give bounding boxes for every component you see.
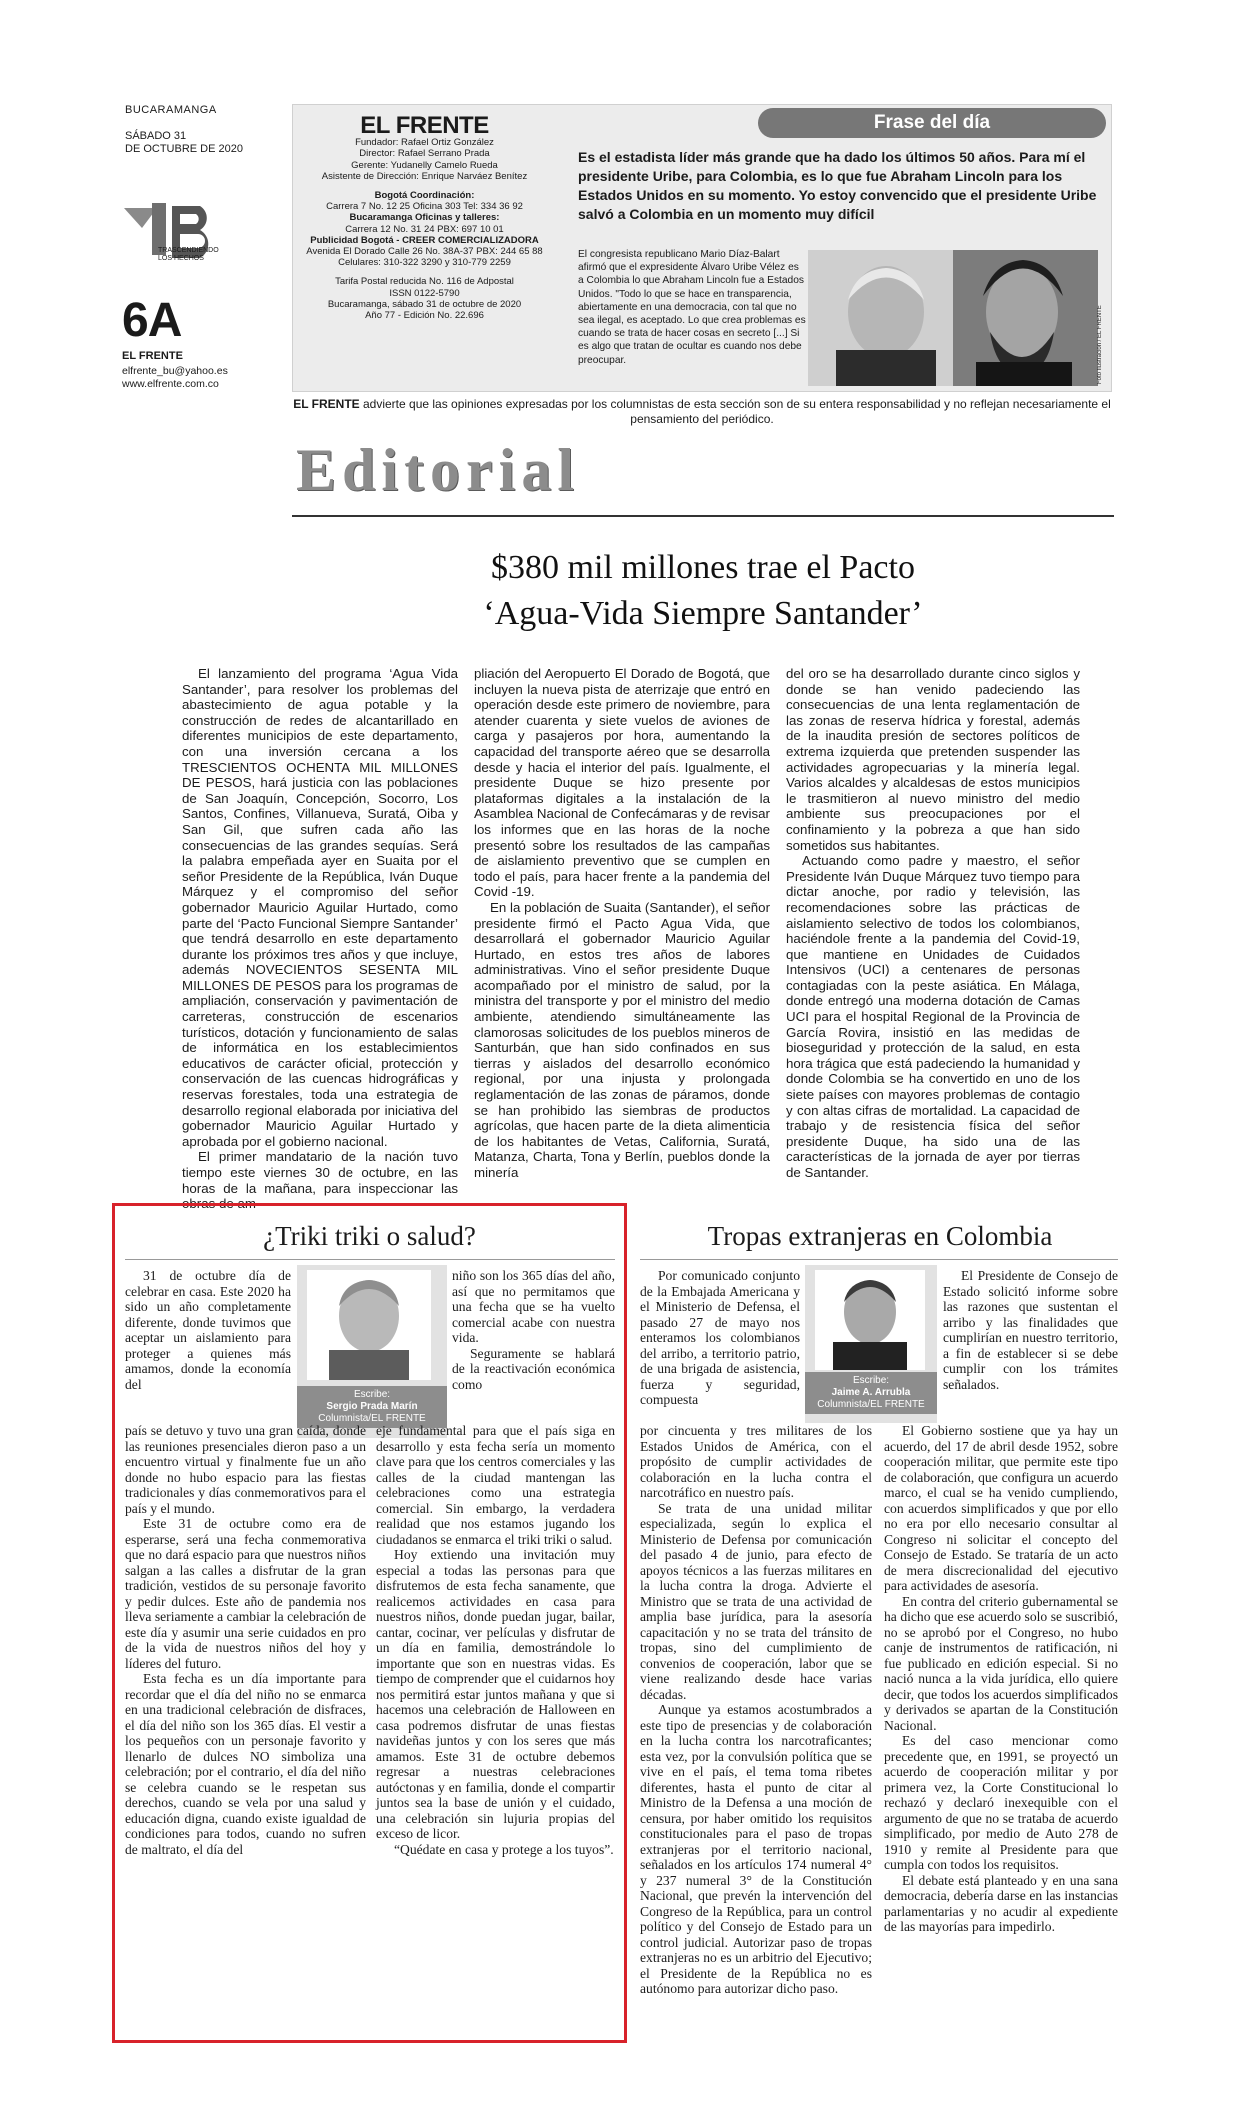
credit-line: Celulares: 310-322 3290 y 310-779 2259 — [338, 257, 511, 269]
headline-line-1: $380 mil millones trae el Pacto — [491, 549, 915, 586]
photo-credit: Foto Ilustración / EL FRENTE — [1097, 305, 1103, 384]
uribe-lincoln-photo — [808, 250, 1098, 386]
column-1-text-top-left — [125, 1268, 291, 1392]
credit-line: Avenida El Dorado Calle 26 No. 38A-37 PBX: 244 65 88 — [306, 246, 543, 258]
column-2-title: Tropas extranjeras en Colombia — [707, 1221, 1053, 1251]
page-number: 6A — [122, 294, 182, 347]
credit-line: Fundador: Rafael Ortiz González — [355, 137, 494, 149]
spacer — [292, 268, 557, 276]
paragraph: Este 31 de octubre como era de esperarse, será una fecha conmemorativa que no dará espacio para que nuestros niños salgan a las calles a disfrutar de la gran tradición, vestidos de su personaje favorito y pedir dulces. Este año de pandemia nos lleva seriamente a cambiar la celebración de este día y asumir una serie cuidados en pro de la vida de nuestros niños del hoy y líderes del futuro. — [125, 1516, 366, 1671]
paragraph: En la población de Suaita (Santander), el señor presidente firmó el Pacto Agua Vida, que desarrollará el gobernador Mauricio Aguilar Hurtado, en estos tres años de labores administrativas. Vino el señor presidente Duque acompañado por el ministro de salud, por la ministra del transporte y por el ministro del medio ambiente, atendiendo simultáneamente las clamorosas solicitudes de los pueblos mineros de Santurbán, que han sido confinados en sus tierras y aislados del desarrollo económico regional, por una injusta y prolongada reglamentación de las zonas de páramos, donde se han prohibido las siembras de productos agrícolas, que hacen parte de la dieta alimenticia de los habitantes de Vetas, California, Suratá, Matanza, Charta, Tona y Berlín, pueblos donde la minería — [474, 899, 770, 1180]
paragraph: por cincuenta y tres militares de los Estados Unidos de América, con el propósito de cumplir actividades de colaboración en la lucha contra el narcotráfico en nuestro país. — [640, 1423, 872, 1500]
logo-tagline: TRASCENDIENDO LOS HECHOS — [158, 247, 219, 262]
author-role: Columnista/EL FRENTE — [817, 1399, 925, 1410]
paragraph: niño son los 365 días del año, así que no permitamos que una fecha que se ha vuelto comercial acabe con nuestra vida. — [452, 1268, 615, 1345]
paragraph: En contra del criterio gubernamental se ha dicho que ese acuerdo solo se suscribió, no se aprobó por el Congreso, no hubo canje de instrumentos de ratificación, ni fue publicado en edición especial. Si no nació nunca a la vida jurídica, ello quiere decir, que todos los acuerdos simplificados y derivados se apartan de la Constitución Nacional. — [884, 1593, 1118, 1733]
column-2-text-left — [640, 1423, 872, 1997]
email-link[interactable]: elfrente_bu@yahoo.es — [122, 365, 228, 377]
author-1-photo — [307, 1270, 431, 1380]
paragraph: El debate está planteado y en una sana democracia, debería darse en las instancias parlamentarias y no acudir al expediente de las mayorías para impedirlo. — [884, 1872, 1118, 1934]
column-1-rule — [125, 1259, 615, 1260]
editorial-column-3 — [786, 666, 1080, 1181]
date-line-2: DE OCTUBRE DE 2020 — [125, 143, 243, 155]
byline-label: Escribe: — [353, 1389, 391, 1400]
paragraph: 31 de octubre día de celebrar en casa. Este 2020 ha sido un año completamente diferente, donde tuvimos que aceptar un aislamiento para proteger a quienes más amamos, donde la economía del — [125, 1268, 291, 1392]
credit-line: Publicidad Bogotá - CREER COMERCIALIZADORA — [310, 234, 539, 246]
paragraph: Es del caso mencionar como precedente que, en 1991, se proyectó un acuerdo de cooperación militar y por primera vez, la Corte Constitucional lo rechazó y declaró inexequible con el argumento de que no se trataba de acuerdo simplificado, por medio de Auto 278 de 1910 y remite al Presidente para que cumpla con todos los requisitos. — [884, 1733, 1118, 1872]
paper-short-name: EL FRENTE — [122, 350, 183, 362]
author-name: Sergio Prada Marín — [326, 1401, 418, 1412]
credit-line: ISSN 0122-5790 — [389, 287, 460, 299]
paragraph: El Gobierno sostiene que ya hay un acuerdo, del 17 de abril desde 1952, sobre cooperación militar, que permite este tipo de colaboración, que configura un acuerdo marco, el cual se ha venido cumpliendo, con acuerdos simplificados y que por ello no era por ello necesario consultar al Congreso ni solicitar el concepto del Consejo de Estado. Se trataría de un acto de mera discrecionalidad del ejecutivo para actividades de asesoría. — [884, 1423, 1118, 1593]
byline-label: Escribe: — [852, 1375, 890, 1386]
paragraph: Seguramente se hablará de la reactivación económica como — [452, 1345, 615, 1392]
editorial-column-2 — [474, 666, 770, 1181]
headline-line-2: ‘Agua-Vida Siempre Santander’ — [483, 595, 923, 632]
author-role: Columnista/EL FRENTE — [318, 1413, 426, 1424]
paragraph: Aunque ya estamos acostumbrados a este tipo de presencias y de colaboración en la lucha contra los narcotraficantes; esta vez, por la convulsión política que se vive en el país, el tema toma ribetes diferentes, hasta el punto de citar al Ministro de la Defensa a una moción de censura, por haber omitido los requisitos constitucionales para el paso de tropas extranjeras por el territorio nacional, señalados en los artículos 174 numeral 4° y 237 numeral 3° de la Constitución Nacional, que prevén la intervención del Congreso de la República, para un control político y del Consejo de Estado para un control judicial. Autorizar paso de tropas extranjeras no es un arbitrio del Ejecutivo; el Presidente de la República no es autónomo para autorizar dicho paso. — [640, 1702, 872, 1996]
staff-credits — [292, 110, 557, 380]
issue-date — [125, 130, 245, 156]
author-2-byline — [805, 1372, 937, 1414]
frase-caption: El congresista republicano Mario Díaz-Balart afirmó que el expresidente Álvaro Uribe Vélez es a Colombia lo que Abraham Lincoln fue a Estados Unidos. "Todo lo que se hace en transparencia, abiertamente en una democracia, con tal que no sea ilegal, es aceptado. Lo que crea problemas es cuando se trata de hacer cosas en secreto [...] Si es algo que tratan de ocultar es cuando nos debe preocupar. — [578, 249, 806, 366]
disclaimer — [292, 397, 1112, 427]
column-2-text-top-right — [943, 1268, 1118, 1392]
paragraph: “Quédate en casa y protege a los tuyos”. — [394, 1841, 614, 1857]
paragraph: Actuando como padre y maestro, el señor Presidente Iván Duque Márquez tuvo tiempo para dictar anoche, por radio y televisión, las recomendaciones sobre las prácticas de aislamiento selectivo de todos los colombianos, haciéndole frente a la pandemia del Covid-19, que mantiene en Unidades de Cuidados Intensivos (UCI) a centenares de personas contagiadas con la peste asiática. En Málaga, donde entregó una moderna dotación de Camas UCI para el hospital Regional de la Provincia de García Rovira, insistió en las medidas de bioseguridad y protección de la salud, en esta hora trágica que está padeciendo la humanidad y donde Colombia se ha convertido en uno de los siete países con mayores problemas de contagio y con altas cifras de mortalidad. La capacidad de trabajo y de resistencia física del señor presidente Duque, ha sido una de las características de la jornada de ayer por tierras de Santander. — [786, 853, 1080, 1180]
paragraph: Esta fecha es un día importante para recordar que el día del niño no se enmarca en una tradicional celebración de disfraces, el día del niño son los 365 días. El vestir a los pequeños con un personaje favorito y llenarlo de dulces NO simboliza una celebración; por el contrario, el día del niño se celebra cuando se le respetan sus derechos, cuando se vela por una salud y educación digna, cuando existe igualdad de condiciones para todos, cuando no sufren de maltrato, el día del — [125, 1671, 366, 1857]
column-1-text-left — [125, 1423, 366, 1857]
credit-line: Bogotá Coordinación: — [374, 190, 475, 202]
author-1-byline — [297, 1386, 447, 1428]
column-2-text-top-left — [640, 1268, 800, 1408]
credit-line: Tarifa Postal reducida No. 116 de Adpostal — [335, 276, 514, 288]
credit-line: Carrera 12 No. 31 24 PBX: 697 10 01 — [345, 223, 504, 235]
paragraph: Por comunicado conjunto de la Embajada Americana y el Ministerio de Defensa, el pasado 27 de mayo nos enteramos los colombianos del arribo, a territorio patrio, de una brigada de asistencia, fuerza y seguridad, compuesta — [640, 1268, 800, 1407]
paragraph: El primer mandatario de la nación tuvo tiempo este viernes 30 de octubre, en las horas de la mañana, para inspeccionar las obras de am- — [182, 1149, 458, 1212]
date-line-1: SÁBADO 31 — [125, 130, 187, 142]
author-2-photo — [815, 1270, 925, 1370]
column-1-text-top-right — [452, 1268, 615, 1392]
disclaimer-text: advierte que las opiniones expresadas por los columnistas de esta sección son de su entera responsabilidad y no reflejan necesariamente el pensamiento del periódico. — [359, 397, 1111, 426]
credit-line: Gerente: Yudanelly Camelo Rueda — [351, 159, 498, 171]
paragraph: del oro se ha desarrollado durante cinco siglos y donde se han venido padeciendo las consecuencias de una lenta reglamentación de las zonas de reserva hídrica y forestal, además de la inaudita presión de sectores políticos de extrema izquierda que pretenden suspender las actividades agropecuarias y la minería legal. Varios alcaldes y alcaldesas de estos municipios le trasmitieron al nuevo ministro del medio ambiente sus preocupaciones por el confinamiento y la pobreza a que han sido sometidos sus habitantes. — [786, 666, 1080, 853]
editorial-headline — [292, 545, 1114, 637]
paragraph: pliación del Aeropuerto El Dorado de Bogotá, que incluyen la nueva pista de aterrizaje que entró en operación desde este primero de noviembre, para atender cuarenta y siete vuelos de aviones de carga y pasajeros por hora, aumentando la capacidad del transporte aéreo que se desarrolla desde y hacia el interior del país. Igualmente, el presidente Duque se hizo presente por plataformas digitales a la instalación de la Asamblea Nacional de Confecámaras y de revisar los informes que en las horas de la noche presentó sobre los resultados de las campañas de aislamiento preventivo que se cumplen en todo el país, para hacer frente a la pandemia del Covid -19. — [474, 666, 770, 900]
column-1-text-right — [376, 1423, 615, 1857]
paragraph: Se trata de una unidad militar especializada, según lo explica el Ministerio de Defensa por comunicación del pasado 4 de junio, para efecto de apoyos técnicos a las fuerzas militares en la lucha contra la droga. Advierte el Ministro que se trata de una actividad de amplia base jurídica, para la asesoría capacitación y no se trata del tránsito de tropas, sino del cumplimiento de convenios de cooperación, labor que se viene realizando desde hace varias décadas. — [640, 1500, 872, 1702]
column-1-title: ¿Triki triki o salud? — [263, 1221, 476, 1251]
column-2-rule — [640, 1259, 1118, 1260]
paragraph: país se detuvo y tuvo una gran caída, donde las reuniones presenciales dieron paso a un encuentro virtual y finalmente fue un año donde no hubo espacio para las fiestas tradicionales y días conmemorativos para el país y el mundo. — [125, 1423, 366, 1516]
credit-line: Director: Rafael Serrano Prada — [359, 148, 490, 160]
frase-del-dia-label: Frase del día — [758, 108, 1106, 138]
editorial-column-1 — [182, 666, 458, 1212]
disclaimer-paper-name: EL FRENTE — [293, 397, 360, 411]
credit-line: Año 77 - Edición No. 22.696 — [365, 310, 484, 322]
section-title: Editorial — [296, 437, 581, 503]
website-link[interactable]: www.elfrente.com.co — [122, 378, 219, 390]
contact-block — [122, 365, 228, 391]
frase-quote: Es el estadista líder más grande que ha dado los últimos 50 años. Para mí el presidente Uribe, para Colombia, es lo que fue Abraham Lincoln para los Estados Unidos en su momento. Yo estoy convencido que el presidente Uribe salvó a Colombia en un momento muy difícil — [578, 149, 1097, 222]
author-name: Jaime A. Arrubla — [831, 1387, 911, 1398]
spacer — [292, 182, 557, 190]
paragraph: Hoy extiendo una invitación muy especial a todas las personas para que disfrutemos de esta fecha sanamente, que realicemos actividades en casa para nuestros niños, donde puedan jugar, bailar, cantar, cocinar, ver películas y disfrutar de un día en familia, demostrándole lo importante que son en nuestras vidas. Es tiempo de comprender que el cuidarnos hoy nos permitirá estar juntos mañana y que si hacemos una celebración de Halloween en casa podremos disfrutar de unas fiestas navideñas juntos y con los seres que más amamos. Este 31 de octubre debemos regresar a nuestras celebraciones autóctonas y en familia, donde el compartir juntos sea la base de unión y el cuidado, una celebración sin lujuria propias del exceso de licor. — [376, 1547, 615, 1841]
credit-line: Asistente de Dirección: Enrique Narváez Benítez — [321, 170, 528, 182]
paragraph: El Presidente de Consejo de Estado solicitó informe sobre las razones que sustentan el arribo y las finalidades que cumplirían en nuestro territorio, a fin de establecer si se debe cumplir con los trámites señalados. — [943, 1268, 1118, 1392]
paragraph: El lanzamiento del programa ‘Agua Vida Santander’, para resolver los problemas del abastecimiento de agua potable y la construcción de redes de alcantarillado en diferentes municipios de este departamento, con una inversión cercana a los TRESCIENTOS OCHENTA MIL MILLONES DE PESOS, hará justicia con las poblaciones de San Joaquín, Concepción, Socorro, Los Santos, Confines, Villanueva, Suratá, Oiba y San Gil, que sufren cada año las consecuencias de las grandes sequías. Será la palabra empeñada ayer en Suaita por el señor Presidente de la República, Iván Duque Márquez y el compromiso del señor gobernador Mauricio Aguilar Hurtado, como parte del ‘Pacto Funcional Siempre Santander’ que tendrá desarrollo en este departamento durante los próximos tres años y que incluye, además NOVECIENTOS SESENTA MIL MILLONES DE PESOS para los programas de ampliación, conservación y pavimentación de carreteras, construcción de escenarios turísticos, dotación y funcionamiento de salas de informática en los establecimientos educativos de carácter oficial, protección y conservación de las cuencas hidrográficas y reservas forestales, toda una estrategia de desarrollo regional elaborada por iniciativa del gobernador Mauricio Aguilar Hurtado y aprobada por el gobierno nacional. — [182, 666, 458, 1149]
paragraph: eje fundamental para que el país siga en desarrollo y esta fecha sería un momento clave para que los centros comerciales y las calles de la ciudad mantengan las celebraciones como una estrategia comercial. Sin embargo, la verdadera realidad que nos estamos jugando los ciudadanos se enmarca el triki triki o salud. — [376, 1423, 615, 1547]
paper-name: EL FRENTE — [360, 112, 489, 139]
column-2-text-right — [884, 1423, 1118, 1935]
city-label: BUCARAMANGA — [125, 104, 217, 116]
section-rule — [292, 515, 1114, 517]
credit-line: Bucaramanga, sábado 31 de octubre de 2020 — [327, 298, 522, 310]
credit-line: Carrera 7 No. 12 25 Oficina 303 Tel: 334 36 92 — [326, 201, 523, 213]
credit-line: Bucaramanga Oficinas y talleres: — [349, 212, 500, 224]
